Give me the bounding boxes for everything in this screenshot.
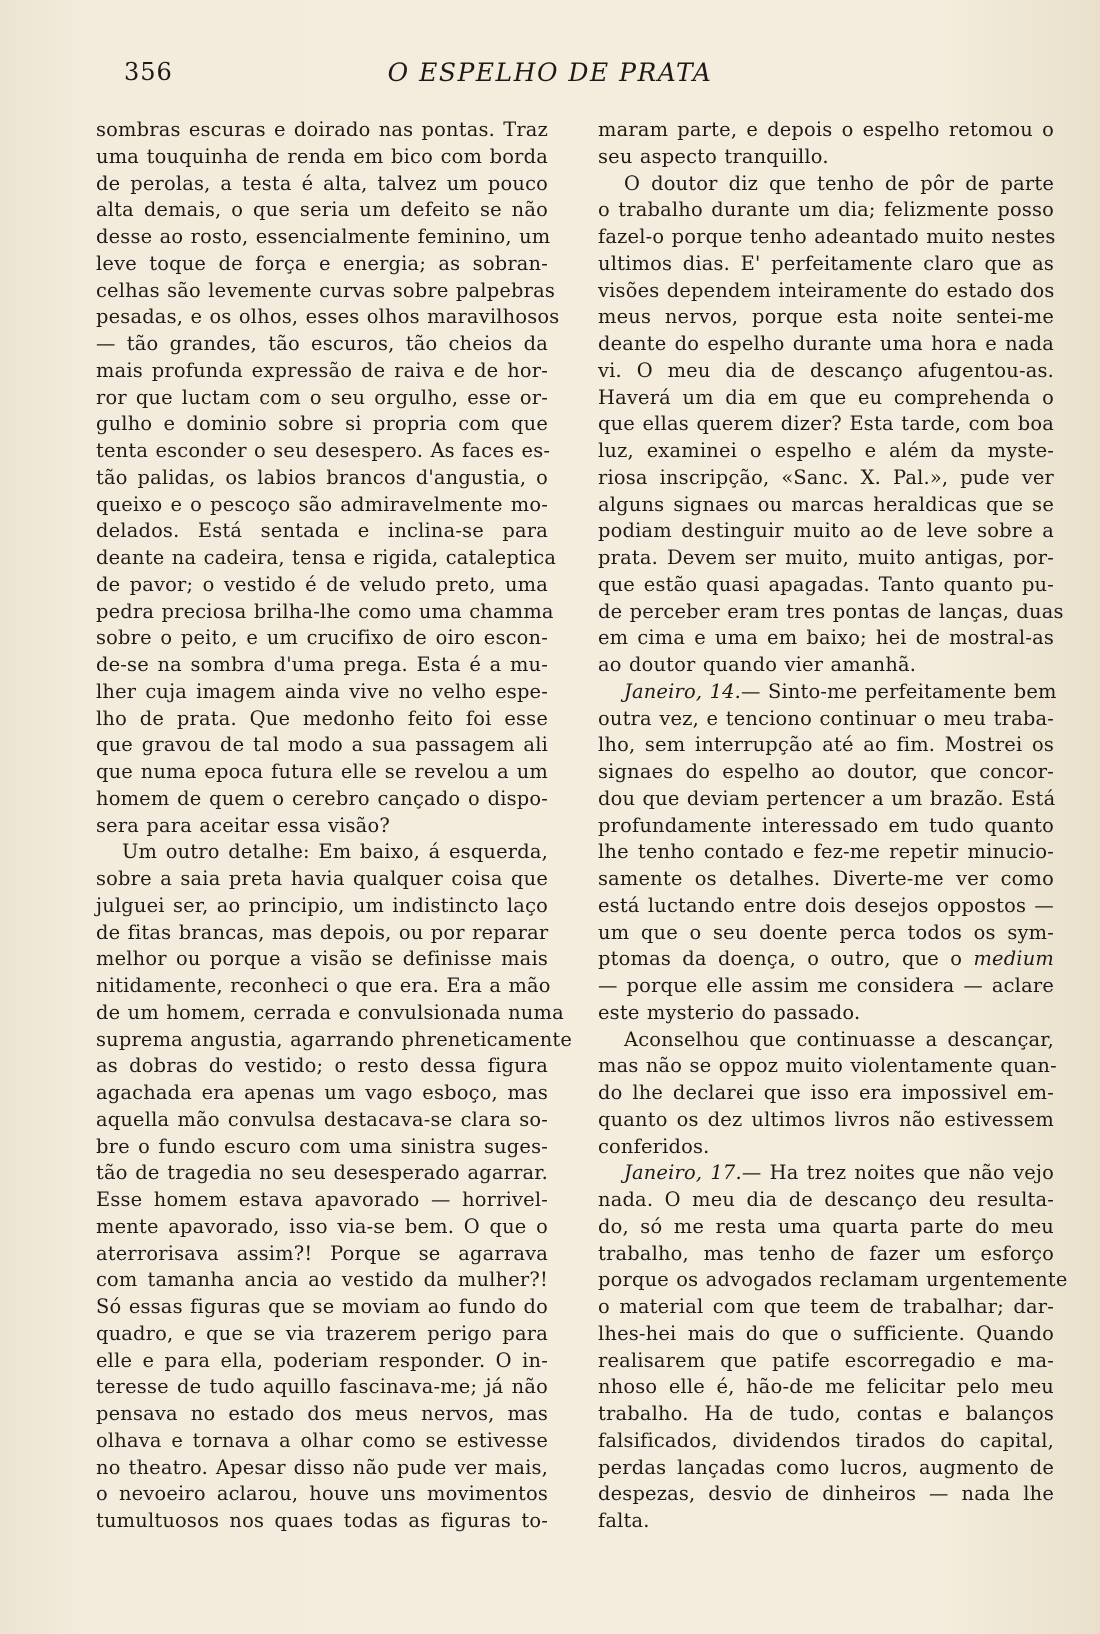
running-head bbox=[0, 58, 1100, 98]
text-line: Aconselhou que continuasse a descançar, bbox=[624, 1027, 1054, 1051]
entry-text: — Sinto-me perfeitamente bem bbox=[741, 679, 1057, 703]
text-line: conferidos. bbox=[598, 1134, 710, 1158]
text-line: pensava no estado dos meus nervos, mas bbox=[96, 1402, 548, 1425]
text-line: em cima e uma em baixo; hei de mostral-as bbox=[598, 626, 1054, 650]
text-line: julguei ser, ao principio, um indistincto laço bbox=[96, 893, 548, 917]
dated-entry-line bbox=[598, 679, 1057, 706]
text-line: teresse de tudo aquillo fascinava-me; já não bbox=[96, 1375, 548, 1399]
text-line: de um homem, cerrada e convulsionada numa bbox=[96, 1000, 564, 1024]
text-line: tão palidas, os labios brancos d'angustia, o bbox=[96, 465, 548, 489]
text-line: alta demais, o que seria um defeito se não bbox=[96, 198, 548, 222]
text-line: agachada era apenas um vago esboço, mas bbox=[96, 1081, 548, 1104]
text-line: maram parte, e depois o espelho retomou o bbox=[598, 118, 1054, 141]
text-line: bre o fundo escuro com uma sinistra suges- bbox=[96, 1134, 548, 1158]
text-line: sobre o peito, e um crucifixo de oiro escon- bbox=[96, 626, 548, 650]
text-line: elle e para ella, poderiam responder. O in- bbox=[96, 1348, 548, 1372]
text-line: sera para aceitar essa visão? bbox=[96, 813, 390, 837]
text-line: as dobras do vestido; o resto dessa figura bbox=[96, 1054, 548, 1078]
text-line: nhoso elle é, hão-de me felicitar pelo meu bbox=[598, 1375, 1054, 1399]
text-line: Haverá um dia em que eu comprehenda o bbox=[598, 385, 1054, 409]
text-line: tumultuosos nos quaes todas as figuras to- bbox=[96, 1509, 548, 1532]
text-line: de perolas, a testa é alta, talvez um pouco bbox=[96, 171, 548, 195]
text-line: lhes-hei mais do que o sufficiente. Quando bbox=[598, 1321, 1054, 1345]
text-line: samente os detalhes. Diverte-me ver como bbox=[598, 867, 1054, 890]
text-line: despezas, desvio de dinheiros — nada lhe bbox=[598, 1482, 1054, 1506]
text-line: delados. Está sentada e inclina-se para bbox=[96, 519, 548, 543]
text-line: profundamente interessado em tudo quanto bbox=[598, 813, 1054, 837]
text-line: o trabalho durante um dia; felizmente posso bbox=[598, 198, 1054, 222]
text-line: suprema angustia, agarrando phreneticamente bbox=[96, 1027, 573, 1051]
text-line: nada. O meu dia de descanço deu resulta- bbox=[598, 1188, 1054, 1211]
text-line: lher cuja imagem ainda vive no velho espe- bbox=[96, 679, 548, 703]
text-line: riosa inscripção, «Sanc. X. Pal.», pude ver bbox=[598, 465, 1054, 489]
text-line: — porque elle assim me considera — aclare bbox=[598, 974, 1054, 997]
text-line: lhe tenho contado e fez-me repetir minucio- bbox=[598, 840, 1054, 864]
text-line: do, só me resta uma quarta parte do meu bbox=[598, 1214, 1054, 1238]
entry-date: Janeiro, 17. bbox=[624, 1161, 742, 1185]
text-line: falsificados, dividendos tirados do capital, bbox=[598, 1428, 1054, 1452]
text-line: deante do espelho durante uma hora e nada bbox=[598, 332, 1054, 355]
text-line: ror que luctam com o seu orgulho, esse or- bbox=[96, 385, 548, 409]
text-line: trabalho, mas tenho de fazer um esforço bbox=[598, 1241, 1054, 1265]
text-line: mais profunda expressão de raiva e de hor- bbox=[96, 358, 548, 382]
text-line: que numa epoca futura elle se revelou a um bbox=[96, 760, 548, 783]
text-line: de pavor; o vestido é de veludo preto, uma bbox=[96, 572, 548, 596]
text-line: que estão quasi apagadas. Tanto quanto pu- bbox=[598, 572, 1054, 596]
text-line: mente apavorado, isso via-se bem. O que o bbox=[96, 1214, 548, 1238]
text-line: meus nervos, porque esta noite sentei-me bbox=[598, 305, 1054, 329]
text-line-with-italic bbox=[598, 946, 1054, 973]
text-line: homem de quem o cerebro cançado o dispo- bbox=[96, 786, 548, 810]
text-line: ultimos dias. E' perfeitamente claro que as bbox=[598, 251, 1054, 275]
text-line: visões dependem inteiramente do estado dos bbox=[598, 278, 1055, 302]
line-text: ptomas da doença, o outro, que o bbox=[598, 947, 974, 971]
text-line: de perceber eram tres pontas de lanças, duas bbox=[598, 599, 1064, 623]
text-line: sombras escuras e doirado nas pontas. Traz bbox=[96, 118, 548, 141]
text-line: dou que deviam pertencer a um brazão. Está bbox=[598, 786, 1056, 810]
text-line: Só essas figuras que se moviam ao fundo do bbox=[96, 1295, 548, 1318]
text-line: quanto os dez ultimos livros não estivessem bbox=[598, 1107, 1054, 1131]
text-line: celhas são levemente curvas sobre palpebras bbox=[96, 278, 555, 302]
text-line: trabalho. Ha de tudo, contas e balanços bbox=[598, 1402, 1054, 1425]
text-line: no theatro. Apesar disso não pude ver mais, bbox=[96, 1455, 548, 1479]
dated-entry-line bbox=[598, 1160, 1054, 1187]
text-line: com tamanha ancia ao vestido da mulher?! bbox=[96, 1268, 548, 1292]
right-column bbox=[598, 117, 1068, 1535]
text-line: tenta esconder o seu desespero. As faces es- bbox=[96, 439, 551, 462]
text-line: nitidamente, reconheci o que era. Era a mão bbox=[96, 974, 551, 997]
text-line: que gravou de tal modo a sua passagem ali bbox=[96, 733, 548, 757]
text-line: signaes do espelho ao doutor, que concor- bbox=[598, 760, 1054, 783]
entry-text: — Ha trez noites que não vejo bbox=[741, 1161, 1054, 1185]
text-line: lho de prata. Que medonho feito foi esse bbox=[96, 706, 548, 730]
text-line: melhor ou porque a visão se definisse mais bbox=[96, 947, 548, 971]
text-line: perdas lançadas como lucros, augmento de bbox=[598, 1455, 1054, 1479]
text-line: olhava e tornava a olhar como se estivesse bbox=[96, 1428, 548, 1452]
text-line: podiam destinguir muito ao de leve sobre a bbox=[598, 519, 1054, 543]
text-line: de-se na sombra d'uma prega. Esta é a mu- bbox=[96, 653, 548, 676]
text-line: alguns signaes ou marcas heraldicas que se bbox=[598, 492, 1054, 516]
text-line: um que o seu doente perca todos os sym- bbox=[598, 920, 1054, 944]
text-line: luz, examinei o espelho e além da myste- bbox=[598, 439, 1054, 462]
text-line: ao doutor quando vier amanhã. bbox=[598, 653, 917, 676]
text-line: Um outro detalhe: Em baixo, á esquerda, bbox=[122, 840, 548, 864]
text-line: desse ao rosto, essencialmente feminino, um bbox=[96, 225, 551, 248]
text-line: fazel-o porque tenho adeantado muito nestes bbox=[598, 225, 1056, 248]
text-line: leve toque de força e energia; as sobran- bbox=[96, 251, 548, 275]
text-line: este mysterio do passado. bbox=[598, 1000, 861, 1024]
text-line: lho, sem interrupção até ao fim. Mostrei os bbox=[598, 733, 1054, 757]
text-line: do lhe declarei que isso era impossivel em- bbox=[598, 1081, 1054, 1104]
text-line: deante na cadeira, tensa e rigida, cataleptica bbox=[96, 546, 557, 569]
text-line: que ellas querem dizer? Esta tarde, com boa bbox=[598, 412, 1054, 436]
text-line: Esse homem estava apavorado — horrivel- bbox=[96, 1188, 548, 1211]
text-line: quadro, e que se via trazerem perigo para bbox=[96, 1321, 548, 1345]
text-line: pesadas, e os olhos, esses olhos maravilhosos bbox=[96, 305, 560, 329]
text-line: O doutor diz que tenho de pôr de parte bbox=[624, 171, 1054, 195]
text-line: uma touquinha de renda em bico com borda bbox=[96, 144, 548, 168]
running-title: O ESPELHO DE PRATA bbox=[387, 58, 713, 87]
text-line: realisarem que patife escorregadio e ma- bbox=[598, 1348, 1054, 1372]
left-column bbox=[96, 117, 573, 1535]
page-number: 356 bbox=[124, 58, 173, 86]
entry-date: Janeiro, 14. bbox=[624, 679, 742, 703]
text-line: está luctando entre dois desejos oppostos — bbox=[598, 893, 1054, 917]
text-line: mas não se oppoz muito violentamente quan- bbox=[598, 1054, 1057, 1078]
text-line: prata. Devem ser muito, muito antigas, por- bbox=[598, 546, 1054, 569]
text-line: gulho e dominio sobre si propria com que bbox=[96, 412, 548, 436]
text-line: o material com que teem de trabalhar; dar- bbox=[598, 1295, 1054, 1318]
text-line: queixo e o pescoço são admiravelmente mo- bbox=[96, 492, 548, 516]
text-line: de fitas brancas, mas depois, ou por reparar bbox=[96, 920, 549, 944]
text-line: aterrorisava assim?! Porque se agarrava bbox=[96, 1241, 548, 1265]
text-line: tão de tragedia no seu desesperado agarrar. bbox=[96, 1161, 548, 1185]
text-line: sobre a saia preta havia qualquer coisa que bbox=[96, 867, 548, 890]
text-line: outra vez, e tenciono continuar o meu traba- bbox=[598, 706, 1054, 730]
text-line: pedra preciosa brilha-lhe como uma chamma bbox=[96, 599, 554, 623]
text-line: aquella mão convulsa destacava-se clara so- bbox=[96, 1107, 548, 1131]
text-line: porque os advogados reclamam urgentemente bbox=[598, 1268, 1068, 1292]
text-line: o nevoeiro aclarou, houve uns movimentos bbox=[96, 1482, 548, 1506]
text-line: falta. bbox=[598, 1509, 650, 1532]
text-line: — tão grandes, tão escuros, tão cheios da bbox=[96, 332, 548, 355]
text-line: seu aspecto tranquillo. bbox=[598, 144, 829, 168]
italic-word: medium bbox=[973, 947, 1054, 971]
text-line: vi. O meu dia de descanço afugentou-as. bbox=[598, 358, 1054, 382]
